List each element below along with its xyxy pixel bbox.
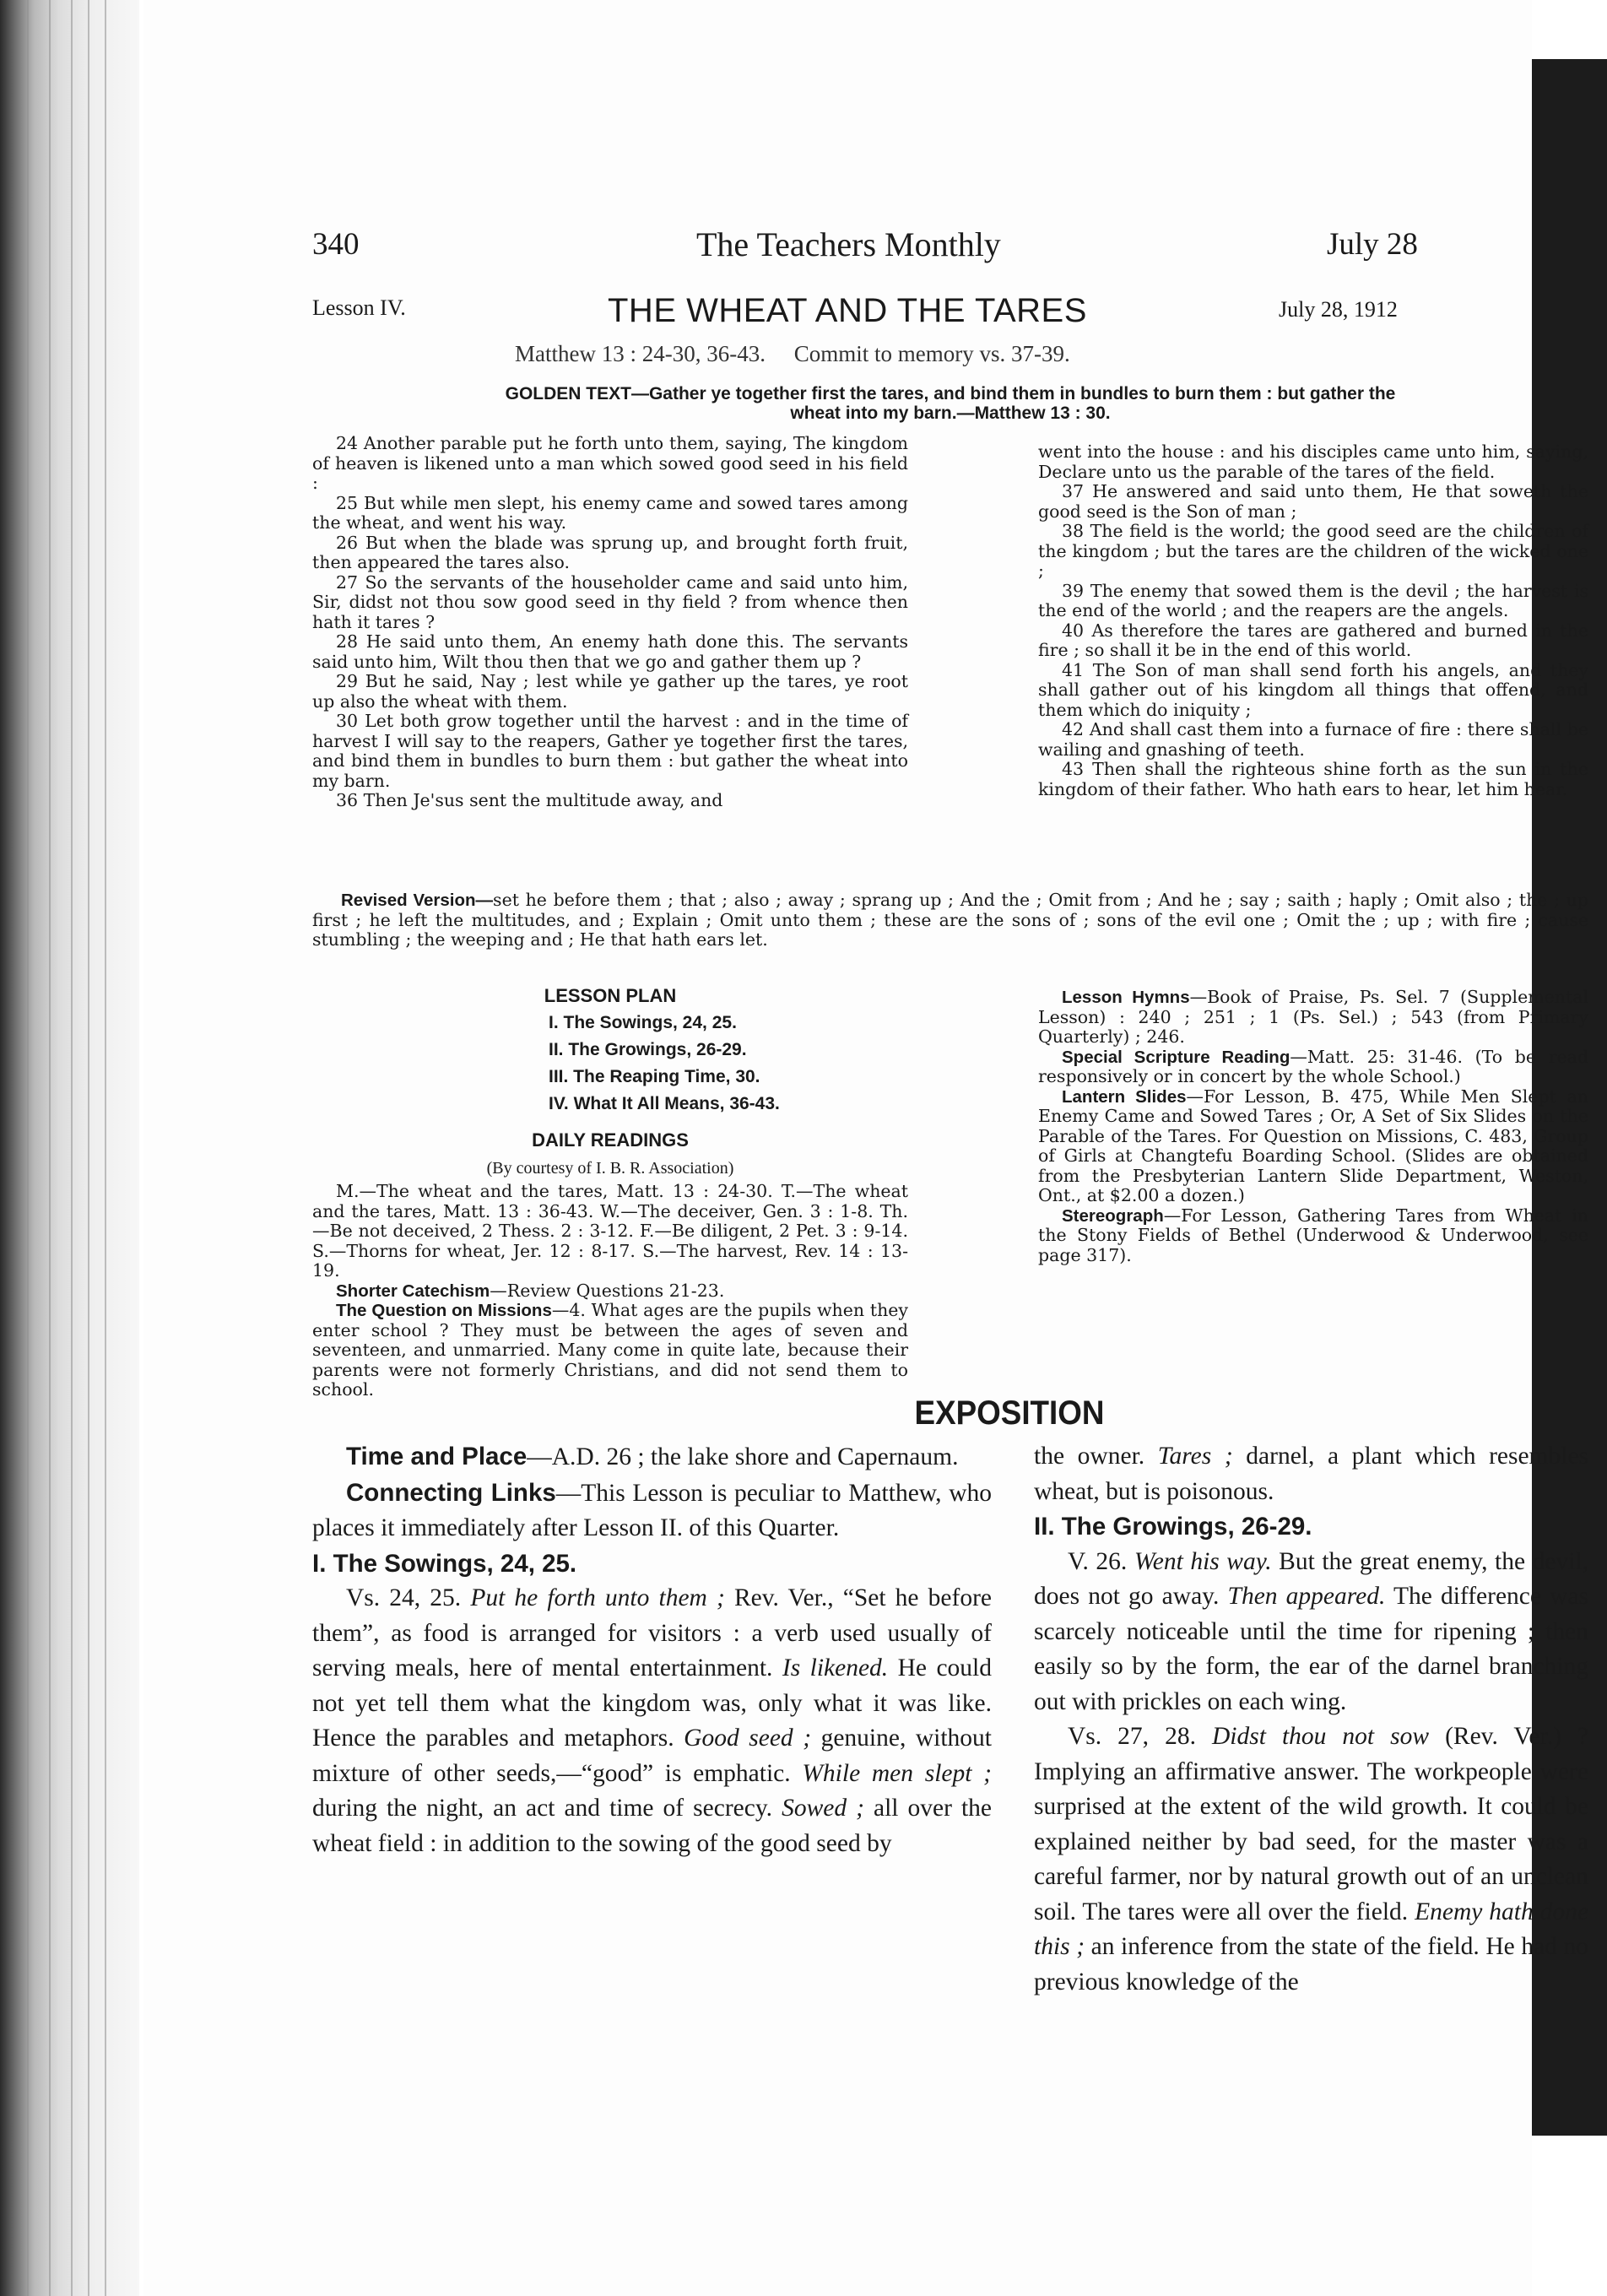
exposition-right-column: [1034, 1439, 1588, 2000]
verse-30: 30 Let both grow together until the harvest : and in the time of harvest I will say to the reapers, Gather ye together first the tares, and bind them in bundles to burn them : but gather the wheat into my barn.: [312, 711, 908, 791]
verse-40: 40 As therefore the tares are gathered and burned in the fire ; so shall it be in the end of this world.: [1038, 620, 1588, 660]
verse-43: 43 Then shall the righteous shine forth as the sun in the kingdom of their father. Who hath ears to hear, let him hear.: [1038, 759, 1588, 799]
stereograph-text: —For Lesson, Gathering Tares from Wheat in the Stony Fields of Bethel (Underwood & Underwood, see page 317).: [1038, 1205, 1588, 1265]
verse-38: 38 The field is the world; the good seed are the children of the kingdom ; but the tares are the children of the wicked one ;: [1038, 521, 1588, 581]
stereograph-label: Stereograph: [1062, 1205, 1164, 1226]
book-gutter: [0, 0, 139, 2296]
verse-29: 29 But he said, Nay ; lest while ye gather up the tares, ye root up also the wheat with them.: [312, 671, 908, 712]
comment: darnel, a plant which resembles wheat, but is poisonous.: [1034, 1443, 1589, 1505]
ref: Vs. 24, 25.: [346, 1584, 462, 1611]
running-title: The Teachers Monthly: [696, 225, 1001, 263]
book-page: [143, 0, 1589, 2296]
lesson-title: THE WHEAT AND THE TARES: [608, 292, 1087, 329]
lesson-plan-item: II. The Growings, 26-29.: [549, 1040, 747, 1059]
shorter-catechism: [312, 1281, 908, 1302]
missions-label: The Question on Missions: [336, 1301, 552, 1320]
daily-readings-list: M.—The wheat and the tares, Matt. 13 : 24-30. T.—The wheat and the tares, Matt. 13 : 36-43. W.—The deceiver, Gen. 3 : 1-8. Th.—Be not deceived, 2 Thess. 2 : 3-12. F.—Be diligent, 2 Pet. 3 : 9-14. S.—Thorns for wheat, Jer. 12 : 8-17. S.—The harvest, Rev. 14 : 13-19.: [312, 1181, 908, 1281]
exposition-heading: EXPOSITION: [914, 1394, 1105, 1432]
phrase: While men slept ;: [802, 1759, 992, 1787]
verses-right-column: [1038, 442, 1588, 799]
special-reading-text: —Matt. 25: 31-46. (To be read responsively or in concert by the whole School.): [1038, 1046, 1588, 1086]
links-text: —This Lesson is peculiar to Matthew, who places it immediately after Lesson II. of this Quarter.: [312, 1479, 993, 1541]
v-26: [1034, 1545, 1588, 1720]
golden-text-line-2: wheat into my barn.—Matthew 13 : 30.: [790, 403, 1111, 423]
vs-24-25: [312, 1581, 992, 1861]
exposition-left-column: [312, 1439, 992, 1861]
revised-version-notes: [312, 891, 1588, 950]
question-on-missions: [312, 1301, 908, 1400]
lesson-plan-item: I. The Sowings, 24, 25.: [549, 1013, 737, 1032]
revised-version-text: set he before them ; that ; also ; away ; sprang up ; And the ; Omit from ; And he ; say ; saith ; haply ; Omit also ; the ; up first ; he left the multitudes, and ; Explain ; Omit unto them ; these are the sons of ; sons of the evil one ; Omit the ; up ; with fire ; cause stumbling ; the weeping and ; He that hath ears let.: [312, 890, 1589, 950]
scripture-reference: [515, 341, 1070, 367]
section-growings: II. The Growings, 26-29.: [1034, 1513, 1312, 1541]
ref: Vs. 27, 28.: [1068, 1723, 1196, 1750]
comment: genuine, without mixture of other seeds,—“good” is emphatic.: [312, 1725, 992, 1787]
comment: an inference from the state of the field. He had no previous knowledge of the: [1034, 1933, 1589, 1995]
verse-28: 28 He said unto them, An enemy hath done this. The servants said unto him, Wilt thou then that we go and gather them up ?: [312, 631, 908, 672]
time-place-label: Time and Place: [346, 1443, 528, 1470]
catechism-text: —Review Questions 21-23.: [490, 1280, 725, 1301]
phrase: Then appeared.: [1227, 1583, 1386, 1610]
verse-26: 26 But when the blade was sprung up, and brought forth fruit, then appeared the tares also.: [312, 532, 908, 572]
daily-readings-heading: DAILY READINGS: [532, 1129, 689, 1151]
lantern-label: Lantern Slides: [1062, 1086, 1187, 1107]
verse-27: 27 So the servants of the householder came and said unto him, Sir, didst not thou sow good seed in thy field ? from whence then hath it tares ?: [312, 571, 908, 632]
commit-to-memory: Commit to memory vs. 37-39.: [793, 341, 1070, 366]
verse-42: 42 And shall cast them into a furnace of fire : there shall be wailing and gnashing of teeth.: [1038, 719, 1588, 760]
lesson-plan-item: IV. What It All Means, 36-43.: [549, 1094, 780, 1113]
phrase: Went his way.: [1134, 1547, 1272, 1575]
page-number: 340: [312, 227, 360, 262]
lesson-plan-heading: LESSON PLAN: [544, 985, 677, 1006]
verse-25: 25 But while men slept, his enemy came and sowed tares among the wheat, and went his way.: [312, 492, 908, 533]
phrase: Enemy hath done this ;: [1034, 1898, 1588, 1960]
verse-36-cont: went into the house : and his disciples came unto him, saying, Declare unto us the parable of the tares of the field.: [1038, 441, 1588, 482]
golden-text-line-1: GOLDEN TEXT—Gather ye together first the tares, and bind them in bundles to burn them : but gather the: [505, 384, 1396, 403]
phrase: Is likened.: [782, 1654, 889, 1681]
verse-36: 36 Then Je'sus sent the multitude away, and: [336, 790, 723, 810]
time-and-place: [312, 1439, 992, 1476]
comment: Rev. Ver., “Set he before them”, as food is arranged for visitors : a verb used usually of serving meals, here of mental entertainment.: [312, 1584, 992, 1681]
lesson-label: Lesson IV.: [312, 295, 406, 320]
lesson-hymns: [1038, 988, 1588, 1048]
verse-39: 39 The enemy that sowed them is the devil ; the harvest is the end of the world ; and the reapers are the angels.: [1038, 580, 1588, 620]
phrase: Tares ;: [1157, 1443, 1233, 1470]
special-scripture-reading: [1038, 1048, 1588, 1087]
stereograph: [1038, 1206, 1588, 1266]
golden-text: [312, 384, 1588, 423]
daily-readings-credit: (By courtesy of I. B. R. Association): [486, 1159, 734, 1178]
verses-left-column: [312, 434, 908, 811]
special-reading-label: Special Scripture Reading: [1062, 1047, 1290, 1067]
comment: the owner.: [1034, 1443, 1145, 1470]
comment: during the night, an act and time of secrecy.: [312, 1795, 773, 1822]
section-sowings: I. The Sowings, 24, 25.: [312, 1549, 577, 1578]
owner-tares: [1034, 1439, 1588, 1509]
catechism-label: Shorter Catechism: [336, 1281, 490, 1301]
vs-27-28: [1034, 1719, 1588, 2000]
comment: all over the wheat field : in addition to the sowing of the good seed by: [312, 1795, 992, 1857]
verse-41: 41 The Son of man shall send forth his angels, and they shall gather out of his kingdom all things that offend, and them which do iniquity ;: [1038, 659, 1588, 720]
verse-24: 24 Another parable put he forth unto them, saying, The kingdom of heaven is likened unto a man which sowed good seed in his field :: [312, 433, 908, 493]
lesson-date: July 28, 1912: [1279, 297, 1398, 322]
hymns-label: Lesson Hymns: [1062, 988, 1190, 1007]
daily-readings: [312, 1182, 908, 1400]
time-place-text: —A.D. 26 ; the lake shore and Capernaum.: [527, 1443, 959, 1470]
lantern-text: —For Lesson, B. 475, While Men Slept an Enemy Came and Sowed Tares ; Or, A Set of Six Slides on the Parable of the Tares. For Question on Missions, C. 483, Group of Girls at Changtefu Boarding School. (Slides are obtained from the Presbyterian Lantern Slide Department, Weston, Ont., at $2.00 a dozen.): [1038, 1086, 1588, 1205]
phrase: Put he forth unto them ;: [470, 1584, 725, 1611]
comment: But the great enemy, the devil, does not go away.: [1034, 1547, 1589, 1610]
scripture-passage: Matthew 13 : 24-30, 36-43.: [515, 341, 766, 366]
connecting-links: [312, 1476, 992, 1546]
comment: (Rev. Ver.) ? Implying an affirmative answer. The workpeople were surprised at the extent of the wild growth. It could be explained neither by bad seed, for the master was a careful farmer, nor by natural growth out of an unclean soil. The tares were all over the field.: [1034, 1723, 1589, 1925]
comment: The difference was scarcely noticeable until the time for ripening ; then easily so by the form, the ear of the darnel branching out with prickles on each wing.: [1034, 1583, 1589, 1715]
lesson-plan-item: III. The Reaping Time, 30.: [549, 1067, 760, 1086]
phrase: Sowed ;: [782, 1795, 864, 1822]
lantern-slides: [1038, 1087, 1588, 1206]
missions-text: —4. What ages are the pupils when they enter school ? They must be between the ages of seven and seventeen, and unmarried. Many come in quite late, because their parents were not formerly Christians, and did not send them to school.: [312, 1300, 908, 1400]
phrase: Didst thou not sow: [1212, 1723, 1430, 1750]
phrase: Good seed ;: [684, 1725, 812, 1752]
comment: He could not yet tell them what the kingdom was, only what it was like. Hence the parables and metaphors.: [312, 1654, 993, 1752]
lesson-resources: [1038, 988, 1588, 1265]
links-label: Connecting Links: [346, 1478, 556, 1507]
ref: V. 26.: [1068, 1547, 1128, 1575]
running-date: July 28: [1327, 227, 1418, 262]
hymns-text: —Book of Praise, Ps. Sel. 7 (Supplemental Lesson) : 240 ; 251 ; 1 (Ps. Sel.) ; 543 (from Primary Quarterly) ; 246.: [1038, 987, 1588, 1047]
verse-37: 37 He answered and said unto them, He that soweth the good seed is the Son of man ;: [1038, 481, 1588, 522]
revised-version-label: Revised Version—: [341, 891, 494, 910]
